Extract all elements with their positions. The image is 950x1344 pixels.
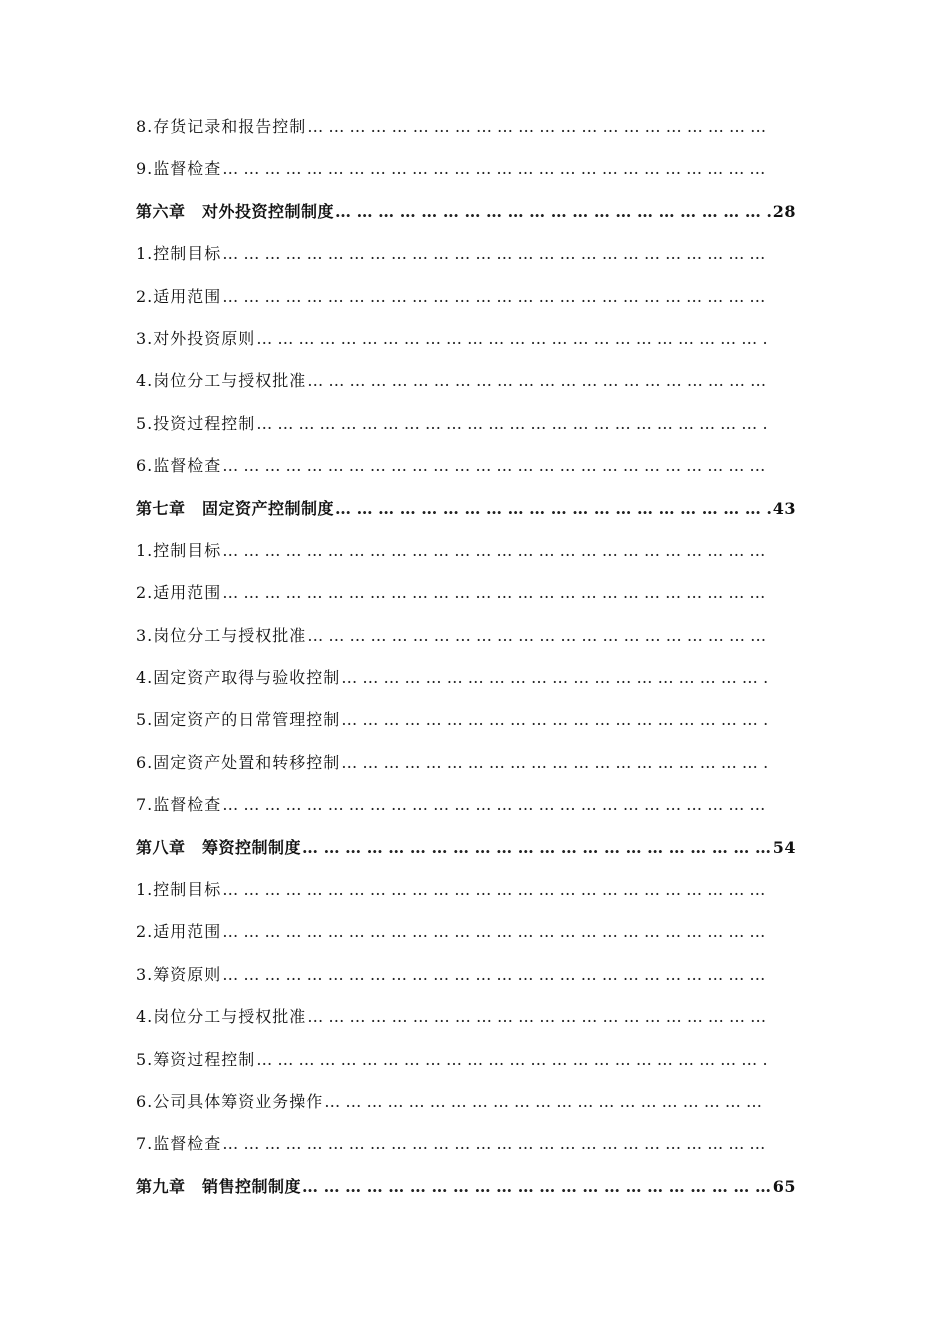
toc-dot-leader xyxy=(221,148,768,190)
toc-section-entry xyxy=(136,403,768,445)
toc-entry-label: 4.岗位分工与授权批准 xyxy=(136,1007,307,1027)
toc-entry-label: 第七章 固定资产控制制度 xyxy=(136,498,335,518)
toc-dot-leader xyxy=(301,1166,772,1208)
toc-chapter-entry xyxy=(136,191,796,233)
toc-section-entry xyxy=(136,699,768,741)
toc-entry-label: 1.控制目标 xyxy=(136,540,222,560)
toc-chapter-entry xyxy=(136,1166,796,1208)
toc-dot-leader xyxy=(323,1081,768,1123)
toc-dot-leader xyxy=(306,106,768,148)
toc-page-number: 43 xyxy=(772,498,796,518)
toc-dot-leader xyxy=(340,742,768,784)
toc-entry-label: 9.监督检查 xyxy=(136,159,222,179)
toc-dot-leader xyxy=(221,954,768,996)
toc-entry-label: 3.筹资原则 xyxy=(136,964,222,984)
toc-section-entry xyxy=(136,106,768,148)
toc-dot-leader xyxy=(221,276,768,318)
toc-entry-label: 3.岗位分工与授权批准 xyxy=(136,625,307,645)
toc-dot-leader xyxy=(306,360,768,402)
toc-dot-leader xyxy=(306,615,768,657)
toc-dot-leader xyxy=(255,318,768,360)
toc-page-number: 28 xyxy=(772,201,796,221)
toc-section-entry xyxy=(136,784,768,826)
toc-entry-label: 5.固定资产的日常管理控制 xyxy=(136,710,341,730)
toc-section-entry xyxy=(136,233,768,275)
toc-entry-label: 1.控制目标 xyxy=(136,244,222,264)
toc-entry-label: 2.适用范围 xyxy=(136,922,222,942)
toc-entry-label: 第六章 对外投资控制制度 xyxy=(136,201,335,221)
toc-dot-leader xyxy=(221,233,768,275)
toc-section-entry xyxy=(136,148,768,190)
toc-entry-label: 8.存货记录和报告控制 xyxy=(136,117,307,136)
toc-entry-label: 5.筹资过程控制 xyxy=(136,1049,256,1069)
toc-dot-leader xyxy=(334,191,772,233)
toc-entry-label: 第九章 销售控制制度 xyxy=(136,1176,302,1196)
toc-entry-label: 4.固定资产取得与验收控制 xyxy=(136,668,341,688)
toc-entry-label: 6.公司具体筹资业务操作 xyxy=(136,1091,324,1111)
toc-entry-label: 2.适用范围 xyxy=(136,286,222,306)
toc-page-number: 54 xyxy=(772,837,796,857)
toc-dot-leader xyxy=(301,827,772,869)
toc-section-entry xyxy=(136,1123,768,1165)
toc-section-entry xyxy=(136,318,768,360)
toc-entry-label: 1.控制目标 xyxy=(136,880,222,900)
toc-dot-leader xyxy=(221,572,768,614)
toc-entry-label: 2.适用范围 xyxy=(136,583,222,603)
toc-section-entry xyxy=(136,276,768,318)
toc-section-entry xyxy=(136,445,768,487)
toc-section-entry xyxy=(136,360,768,402)
toc-dot-leader xyxy=(334,488,772,530)
toc-dot-leader xyxy=(340,657,768,699)
toc-section-entry xyxy=(136,954,768,996)
toc-entry-label: 6.固定资产处置和转移控制 xyxy=(136,752,341,772)
toc-entry-label: 3.对外投资原则 xyxy=(136,328,256,348)
table-of-contents xyxy=(136,106,796,1208)
toc-dot-leader xyxy=(306,996,768,1038)
toc-entry-label: 6.监督检查 xyxy=(136,456,222,476)
toc-section-entry xyxy=(136,911,768,953)
toc-section-entry xyxy=(136,742,768,784)
toc-chapter-entry xyxy=(136,827,796,869)
toc-dot-leader xyxy=(255,403,768,445)
toc-dot-leader xyxy=(221,784,768,826)
toc-section-entry xyxy=(136,530,768,572)
toc-dot-leader xyxy=(255,1039,768,1081)
toc-page-number: 65 xyxy=(772,1176,796,1196)
toc-entry-label: 第八章 筹资控制制度 xyxy=(136,837,302,857)
toc-dot-leader xyxy=(221,869,768,911)
toc-dot-leader xyxy=(221,530,768,572)
toc-section-entry xyxy=(136,1039,768,1081)
toc-dot-leader xyxy=(221,445,768,487)
toc-section-entry xyxy=(136,869,768,911)
toc-section-entry xyxy=(136,572,768,614)
toc-section-entry xyxy=(136,657,768,699)
toc-section-entry xyxy=(136,996,768,1038)
toc-entry-label: 5.投资过程控制 xyxy=(136,413,256,433)
toc-dot-leader xyxy=(340,699,768,741)
toc-dot-leader xyxy=(221,911,768,953)
toc-entry-label: 4.岗位分工与授权批准 xyxy=(136,371,307,391)
toc-entry-label: 7.监督检查 xyxy=(136,1134,222,1154)
toc-chapter-entry xyxy=(136,488,796,530)
toc-section-entry xyxy=(136,615,768,657)
toc-section-entry xyxy=(136,1081,768,1123)
toc-dot-leader xyxy=(221,1123,768,1165)
toc-entry-label: 7.监督检查 xyxy=(136,795,222,815)
